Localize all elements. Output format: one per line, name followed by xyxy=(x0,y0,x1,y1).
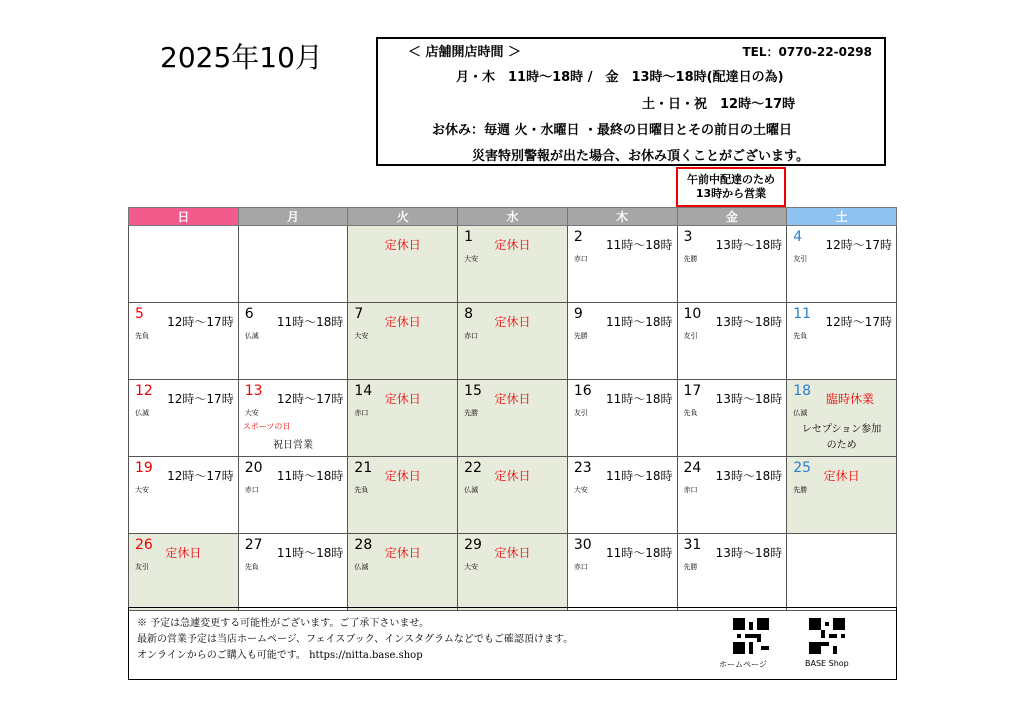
rokuyo-label: 大安 xyxy=(244,409,259,417)
day-number: 13 xyxy=(244,383,263,399)
day-cell xyxy=(567,226,677,303)
opening-hours: 11時～18時 xyxy=(605,392,673,406)
day-number: 12 xyxy=(135,383,153,399)
day-cell xyxy=(129,303,239,380)
phone-number: TEL：0770-22-0298 xyxy=(742,45,872,59)
weekday-header-cell: 火 xyxy=(348,208,458,226)
opening-hours: 11時～18時 xyxy=(605,315,673,329)
day-number: 22 xyxy=(464,460,482,476)
week-row xyxy=(129,457,897,534)
rokuyo-label: 赤口 xyxy=(573,255,588,263)
opening-hours: 12時～17時 xyxy=(167,469,234,483)
opening-hours: 11時～18時 xyxy=(276,546,344,560)
friday-note-line2: 13時から営業 xyxy=(695,187,767,200)
opening-hours: 13時～18時 xyxy=(715,392,783,406)
rokuyo-label: 大安 xyxy=(464,563,479,571)
rokuyo-label: 先負 xyxy=(135,332,149,340)
holiday-name: スポーツの日 xyxy=(242,422,291,431)
opening-hours: 12時～17時 xyxy=(276,392,344,406)
rokuyo-label: 仏滅 xyxy=(354,563,369,571)
rokuyo-label: 大安 xyxy=(354,332,369,340)
day-cell xyxy=(238,457,348,534)
closed-label: 定休日 xyxy=(494,315,531,329)
day-cell xyxy=(238,534,348,611)
closed-label: 定休日 xyxy=(494,469,531,483)
day-number: 14 xyxy=(354,383,373,399)
day-cell xyxy=(677,457,787,534)
day-cell xyxy=(348,303,458,380)
opening-hours: 13時～18時 xyxy=(715,238,783,252)
opening-hours: 11時～18時 xyxy=(276,315,344,329)
store-hours-box xyxy=(376,37,886,166)
week-row xyxy=(129,380,897,457)
day-number: 24 xyxy=(683,460,702,476)
friday-note xyxy=(676,167,786,207)
rokuyo-label: 先負 xyxy=(793,332,808,340)
day-number: 15 xyxy=(464,383,482,399)
week-row xyxy=(129,226,897,303)
day-number: 1 xyxy=(464,229,474,245)
hours-weekday: 月・木 11時～18時 / 金 13時～18時(配達日の為) xyxy=(456,70,784,85)
rokuyo-label: 先勝 xyxy=(573,332,588,340)
rokuyo-label: 友引 xyxy=(135,563,149,571)
weekday-header-cell: 水 xyxy=(458,208,568,226)
rokuyo-label: 赤口 xyxy=(573,563,588,571)
day-number: 4 xyxy=(793,229,803,245)
closed-label: 定休日 xyxy=(494,546,531,560)
opening-hours: 11時～18時 xyxy=(605,238,673,252)
opening-hours: 12時～17時 xyxy=(825,238,892,252)
rokuyo-label: 仏滅 xyxy=(244,332,259,340)
day-number: 9 xyxy=(573,306,583,322)
day-number: 11 xyxy=(793,306,812,322)
day-number: 21 xyxy=(354,460,373,476)
day-cell xyxy=(458,303,568,380)
cell-note: レセプション参加 xyxy=(801,424,882,435)
rokuyo-label: 赤口 xyxy=(354,409,369,417)
rokuyo-label: 先負 xyxy=(244,563,259,571)
day-number: 27 xyxy=(244,537,263,553)
hours-heading: ＜ 店舗開店時間 ＞ xyxy=(408,45,522,60)
closed-label: 定休日 xyxy=(384,469,421,483)
day-cell xyxy=(567,534,677,611)
day-number: 26 xyxy=(135,537,153,553)
footer-notes xyxy=(128,607,897,680)
disaster-notice: 災害特別警報が出た場合、お休み頂くことがございます。 xyxy=(472,149,809,164)
closed-label: 定休日 xyxy=(384,392,421,406)
day-number: 18 xyxy=(793,383,812,399)
rokuyo-label: 仏滅 xyxy=(135,409,149,417)
opening-hours: 13時～18時 xyxy=(715,315,783,329)
calendar-grid xyxy=(128,207,897,611)
empty-day-cell xyxy=(787,534,897,611)
closed-label: 定休日 xyxy=(384,315,421,329)
homepage-qr-icon[interactable] xyxy=(733,618,769,654)
day-number: 17 xyxy=(683,383,702,399)
day-number: 3 xyxy=(683,229,693,245)
day-cell xyxy=(677,303,787,380)
day-number: 16 xyxy=(573,383,592,399)
empty-day-cell xyxy=(348,226,458,303)
day-number: 29 xyxy=(464,537,482,553)
day-cell xyxy=(567,303,677,380)
weekday-header xyxy=(129,208,897,226)
opening-hours: 12時～17時 xyxy=(825,315,892,329)
day-number: 20 xyxy=(244,460,263,476)
empty-day-cell xyxy=(238,226,348,303)
homepage-qr-label: ホームページ xyxy=(719,660,767,669)
footer-line3: オンラインからのご購入も可能です。 https://nitta.base.shop xyxy=(137,650,423,661)
day-cell xyxy=(787,226,897,303)
weekday-header-cell: 土 xyxy=(787,208,897,226)
closed-label: 定休日 xyxy=(494,392,531,406)
closed-label: 定休日 xyxy=(494,238,531,252)
day-number: 30 xyxy=(573,537,592,553)
day-cell xyxy=(238,380,348,457)
day-cell xyxy=(458,380,568,457)
opening-hours: 13時～18時 xyxy=(715,546,783,560)
rokuyo-label: 先負 xyxy=(354,486,369,494)
day-cell xyxy=(787,303,897,380)
rokuyo-label: 先勝 xyxy=(464,409,479,417)
rokuyo-label: 赤口 xyxy=(683,486,698,494)
weekday-header-cell: 月 xyxy=(238,208,348,226)
week-row xyxy=(129,534,897,611)
day-number: 2 xyxy=(573,229,583,245)
hours-weekend: 土・日・祝 12時～17時 xyxy=(642,97,796,112)
day-cell xyxy=(348,380,458,457)
closed-label: 定休日 xyxy=(165,546,202,560)
day-cell xyxy=(458,534,568,611)
footer-line1: ※ 予定は急遽変更する可能性がございます。ご了承下さいませ。 xyxy=(137,618,430,629)
rokuyo-label: 赤口 xyxy=(464,332,479,340)
empty-day-cell xyxy=(129,226,239,303)
base-shop-qr-icon[interactable] xyxy=(809,618,845,654)
day-number: 8 xyxy=(464,306,474,322)
day-cell xyxy=(129,380,239,457)
day-cell xyxy=(787,457,897,534)
weekday-header-cell: 日 xyxy=(129,208,239,226)
day-number: 23 xyxy=(573,460,592,476)
opening-hours: 11時～18時 xyxy=(276,469,344,483)
week-row xyxy=(129,303,897,380)
rokuyo-label: 先勝 xyxy=(683,255,698,263)
day-number: 31 xyxy=(683,537,702,553)
day-number: 10 xyxy=(683,306,702,322)
rokuyo-label: 仏滅 xyxy=(793,409,808,417)
day-cell xyxy=(787,380,897,457)
opening-hours: 12時～17時 xyxy=(167,392,234,406)
rokuyo-label: 赤口 xyxy=(244,486,259,494)
closed-label: 定休日 xyxy=(823,469,860,483)
friday-note-line1: 午前中配達のため xyxy=(687,173,775,186)
day-cell xyxy=(458,226,568,303)
rokuyo-label: 友引 xyxy=(683,332,698,340)
rokuyo-label: 友引 xyxy=(573,409,588,417)
day-cell xyxy=(238,303,348,380)
opening-hours: 12時～17時 xyxy=(167,315,234,329)
rokuyo-label: 先勝 xyxy=(683,563,698,571)
rokuyo-label: 先負 xyxy=(683,409,698,417)
base-shop-qr-label: BASE Shop xyxy=(805,659,849,668)
day-cell xyxy=(677,534,787,611)
calendar-title: 2025年10月 xyxy=(160,41,323,74)
day-cell xyxy=(129,457,239,534)
day-cell xyxy=(348,457,458,534)
day-number: 7 xyxy=(354,306,364,322)
closed-label: 臨時休業 xyxy=(825,392,874,406)
cell-note: のため xyxy=(826,440,857,451)
day-cell xyxy=(458,457,568,534)
day-cell xyxy=(129,534,239,611)
rokuyo-label: 大安 xyxy=(573,486,588,494)
day-number: 5 xyxy=(135,306,144,322)
day-cell xyxy=(348,534,458,611)
rokuyo-label: 先勝 xyxy=(793,486,808,494)
day-cell xyxy=(567,457,677,534)
footer-line2: 最新の営業予定は当店ホームページ、フェイスブック、インスタグラムなどでもご確認頂けます。 xyxy=(137,634,574,645)
day-cell xyxy=(567,380,677,457)
day-number: 28 xyxy=(354,537,373,553)
day-number: 19 xyxy=(135,460,153,476)
opening-hours: 13時～18時 xyxy=(715,469,783,483)
rokuyo-label: 大安 xyxy=(464,255,479,263)
opening-hours: 11時～18時 xyxy=(605,469,673,483)
rokuyo-label: 仏滅 xyxy=(464,486,479,494)
rokuyo-label: 大安 xyxy=(135,486,149,494)
closed-label: 定休日 xyxy=(384,238,421,252)
closed-label: 定休日 xyxy=(384,546,421,560)
cell-note: 祝日営業 xyxy=(273,440,314,451)
closed-days: お休み：毎週 火・水曜日 ・最終の日曜日とその前日の土曜日 xyxy=(432,123,793,138)
opening-hours: 11時～18時 xyxy=(605,546,673,560)
day-number: 6 xyxy=(244,306,254,322)
day-number: 25 xyxy=(793,460,812,476)
weekday-header-cell: 金 xyxy=(677,208,787,226)
day-cell xyxy=(677,380,787,457)
rokuyo-label: 友引 xyxy=(793,255,808,263)
calendar-body xyxy=(129,226,897,611)
day-cell xyxy=(677,226,787,303)
weekday-header-cell: 木 xyxy=(567,208,677,226)
